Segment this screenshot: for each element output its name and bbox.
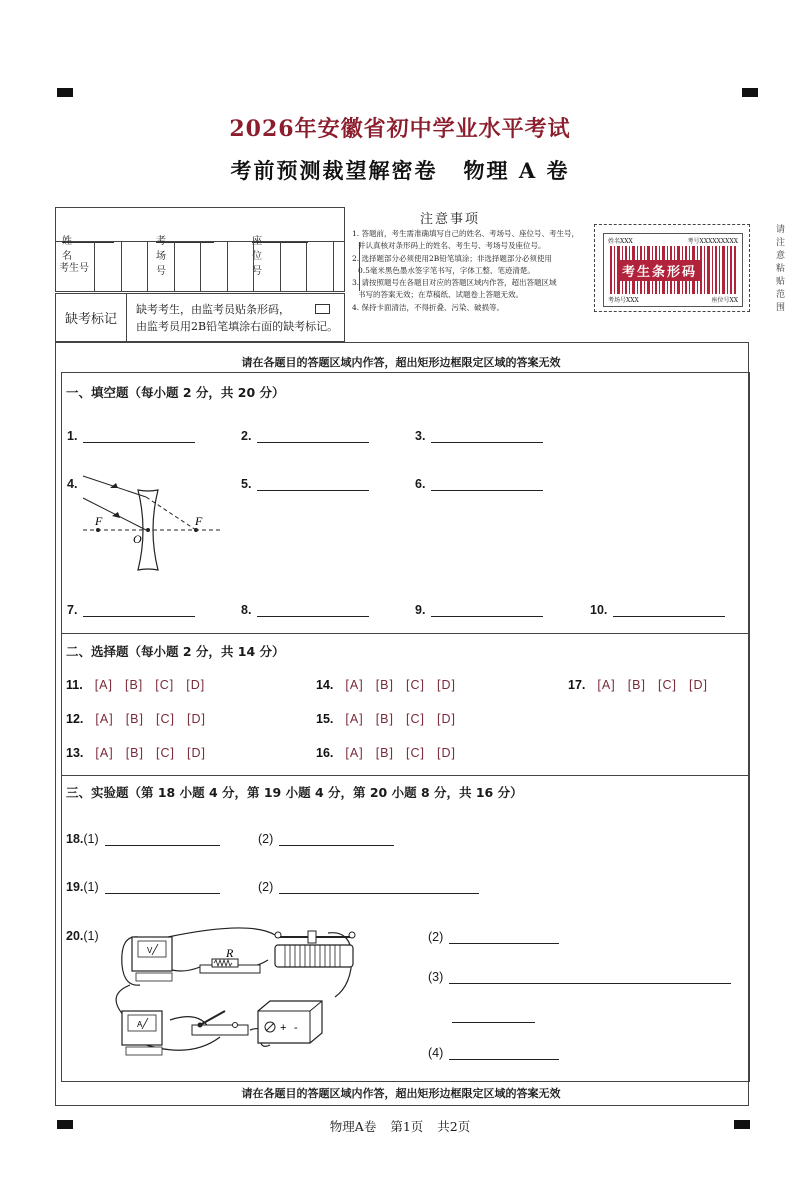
resistor-label: R [226, 946, 234, 960]
question-19-part2: (2) [258, 880, 479, 894]
id-label: 考生号 [59, 263, 89, 274]
question-9: 9. [415, 603, 543, 617]
section-divider [62, 633, 748, 634]
top-hint: 请在各题目的答题区域内作答，超出矩形边框限定区域的答案无效 [241, 356, 561, 369]
option-c[interactable]: [C] [155, 712, 175, 726]
option-a[interactable]: [A] [345, 746, 364, 760]
name-label: 姓名 [62, 236, 72, 262]
focus-label-left: F [95, 514, 103, 528]
option-a[interactable]: [A] [345, 678, 364, 692]
center-label: O [133, 532, 142, 546]
answer-blank[interactable] [257, 430, 369, 443]
note-line: 1. 答题前，考生需准确填写自己的姓名、考场号、座位号、考生号， [352, 229, 580, 238]
note-line: 3. 请按照题号在各题目对应的答题区域内作答，超出答题区域 [352, 278, 557, 288]
option-d[interactable]: [D] [688, 678, 708, 692]
option-a[interactable]: [A] [95, 712, 114, 726]
question-10: 10. [590, 603, 725, 617]
question-5: 5. [241, 477, 369, 491]
barcode-sticker [603, 233, 743, 307]
choice-question-17: 17. [A] [B] [C] [D] [568, 678, 708, 692]
barcode-title: 考生条形码 [618, 260, 701, 281]
absent-mark-checkbox[interactable] [315, 304, 330, 314]
option-b[interactable]: [B] [375, 678, 394, 692]
option-d[interactable]: [D] [186, 746, 206, 760]
exam-title: 2026年安徽省初中学业水平考试 [229, 116, 571, 142]
absent-box [55, 293, 345, 342]
candidate-info-box [55, 207, 345, 292]
footer-total: 共2页 [437, 1119, 471, 1134]
answer-blank[interactable] [613, 604, 725, 617]
option-d[interactable]: [D] [186, 712, 206, 726]
option-d[interactable]: [D] [436, 712, 456, 726]
answer-blank[interactable] [279, 833, 394, 846]
answer-blank[interactable] [452, 1010, 535, 1023]
id-digit-cell[interactable] [201, 242, 228, 291]
section2-title: 二、选择题（每小题 2 分，共 14 分） [66, 644, 285, 659]
answer-blank[interactable] [257, 478, 369, 491]
option-c[interactable]: [C] [155, 678, 175, 692]
option-b[interactable]: [B] [627, 678, 646, 692]
answer-blank[interactable] [83, 604, 195, 617]
section1-title: 一、填空题（每小题 2 分，共 20 分） [66, 385, 285, 400]
id-row [56, 242, 344, 291]
id-digit-cell[interactable] [122, 242, 149, 291]
note-line: 2. 选择题部分必须使用2B铅笔填涂；非选择题部分必须使用 [352, 253, 552, 263]
barcode-id: 考号XXXXXXXXX [687, 238, 738, 245]
id-digit-cell[interactable] [307, 242, 334, 291]
barcode-room: 考场号XXX [608, 297, 639, 304]
barcode-side-label: 请 注 意 粘 贴 范 围 [776, 225, 786, 313]
option-c[interactable]: [C] [405, 746, 425, 760]
question-4: 4. [67, 477, 78, 491]
option-b[interactable]: [B] [125, 712, 144, 726]
barcode-seat: 座位号XX [711, 297, 738, 304]
choice-question-16: 16. [A] [B] [C] [D] [316, 746, 456, 760]
choice-question-14: 14. [A] [B] [C] [D] [316, 678, 456, 692]
question-20-part4: (4) [428, 1046, 559, 1060]
focus-label-right: F [195, 514, 203, 528]
option-d[interactable]: [D] [436, 746, 456, 760]
answer-blank[interactable] [449, 1047, 559, 1060]
choice-question-12: 12. [A] [B] [C] [D] [66, 712, 206, 726]
page-footer [0, 1117, 800, 1135]
subtitle-main: 考前预测裁望解密卷 [230, 158, 438, 183]
id-digit-cell[interactable] [281, 242, 308, 291]
section-divider [62, 775, 748, 776]
option-c[interactable]: [C] [405, 712, 425, 726]
option-a[interactable]: [A] [597, 678, 616, 692]
note-line: 书写的答案无效；在草稿纸、试题卷上答题无效。 [358, 290, 523, 300]
option-d[interactable]: [D] [436, 678, 456, 692]
footer-page: 第1页 [390, 1119, 424, 1134]
voltmeter-label: V [147, 946, 153, 955]
concave-lens-diagram[interactable] [78, 470, 228, 575]
switch-icon [192, 1011, 248, 1035]
answer-blank[interactable] [257, 604, 369, 617]
barcode-area[interactable] [594, 224, 750, 312]
choice-question-15: 15. [A] [B] [C] [D] [316, 712, 456, 726]
option-b[interactable]: [B] [375, 712, 394, 726]
power-supply-icon [258, 1001, 322, 1043]
answer-blank[interactable] [431, 430, 543, 443]
option-a[interactable]: [A] [95, 746, 114, 760]
absent-instructions [136, 301, 338, 335]
question-7: 7. [67, 603, 195, 617]
option-c[interactable]: [C] [405, 678, 425, 692]
barcode-name: 姓名XXX [608, 238, 633, 245]
resistor-icon [200, 946, 260, 973]
absent-line: 缺考考生，由监考员贴条形码， [136, 303, 290, 316]
room-label: 考场号 [156, 236, 166, 277]
question-8: 8. [241, 603, 369, 617]
option-a[interactable]: [A] [345, 712, 364, 726]
note-line: 4. 保持卡面清洁，不得折叠、污染、破损等。 [352, 302, 505, 312]
question-18-part2: (2) [258, 832, 394, 846]
alignment-marker [742, 88, 758, 97]
question-1: 1. [67, 429, 195, 443]
answer-blank[interactable] [431, 604, 543, 617]
option-b[interactable]: [B] [375, 746, 394, 760]
choice-question-11: 11. [A] [B] [C] [D] [66, 678, 206, 692]
id-digit-cell[interactable] [175, 242, 202, 291]
notes-list [352, 228, 590, 314]
id-digit-cell[interactable] [95, 242, 122, 291]
id-digit-cell[interactable] [148, 242, 175, 291]
question-20-part1: 20.(1) [66, 929, 99, 943]
answer-blank[interactable] [105, 881, 220, 894]
option-d[interactable]: [D] [186, 678, 206, 692]
note-line: 并认真核对条形码上的姓名、考生号、考场号及座位号。 [358, 241, 546, 251]
answer-blank[interactable] [449, 971, 731, 984]
answer-blank[interactable] [83, 430, 195, 443]
question-3: 3. [415, 429, 543, 443]
footer-paper: 物理A卷 [329, 1119, 377, 1134]
id-cells[interactable] [94, 242, 360, 291]
id-digit-cell[interactable] [254, 242, 281, 291]
subtitle-paper: 物理 A 卷 [463, 158, 570, 183]
ammeter-icon [122, 1011, 162, 1055]
svg-text:+: + [280, 1022, 287, 1034]
id-digit-cell[interactable] [228, 242, 255, 291]
option-a[interactable]: [A] [94, 678, 113, 692]
answer-blank[interactable] [431, 478, 543, 491]
question-6: 6. [415, 477, 543, 491]
option-c[interactable]: [C] [155, 746, 175, 760]
seat-label: 座位号 [252, 236, 262, 277]
option-c[interactable]: [C] [657, 678, 677, 692]
question-20-part2: (2) [428, 930, 559, 944]
option-b[interactable]: [B] [124, 678, 144, 692]
question-19-part1: 19.(1) [66, 880, 220, 894]
question-18-part1: 18.(1) [66, 832, 220, 846]
exam-subtitle [0, 155, 800, 185]
notes-title: 注意事项 [420, 212, 481, 227]
rheostat-icon [275, 931, 355, 967]
ammeter-label: A [137, 1020, 143, 1029]
voltmeter-icon [132, 937, 172, 981]
section3-title: 三、实验题（第 18 小题 4 分，第 19 小题 4 分，第 20 小题 8 分，共 16 分） [66, 785, 523, 800]
answer-blank[interactable] [279, 881, 479, 894]
note-line: 0.5毫米黑色墨水签字笔书写，字体工整、笔迹清楚。 [358, 265, 535, 275]
svg-text:-: - [294, 1022, 298, 1034]
question-2: 2. [241, 429, 369, 443]
alignment-marker [57, 88, 73, 97]
question-20-part3: (3) [428, 970, 731, 984]
answer-blank[interactable] [449, 931, 559, 944]
answer-blank[interactable] [105, 833, 220, 846]
absent-label: 缺考标记 [56, 294, 127, 341]
option-b[interactable]: [B] [125, 746, 144, 760]
circuit-diagram[interactable] [100, 925, 370, 1060]
absent-line: 由监考员用2B铅笔填涂右面的缺考标记。 [136, 320, 339, 333]
choice-question-13: 13. [A] [B] [C] [D] [66, 746, 206, 760]
bottom-hint: 请在各题目的答题区域内作答，超出矩形边框限定区域的答案无效 [241, 1087, 561, 1100]
